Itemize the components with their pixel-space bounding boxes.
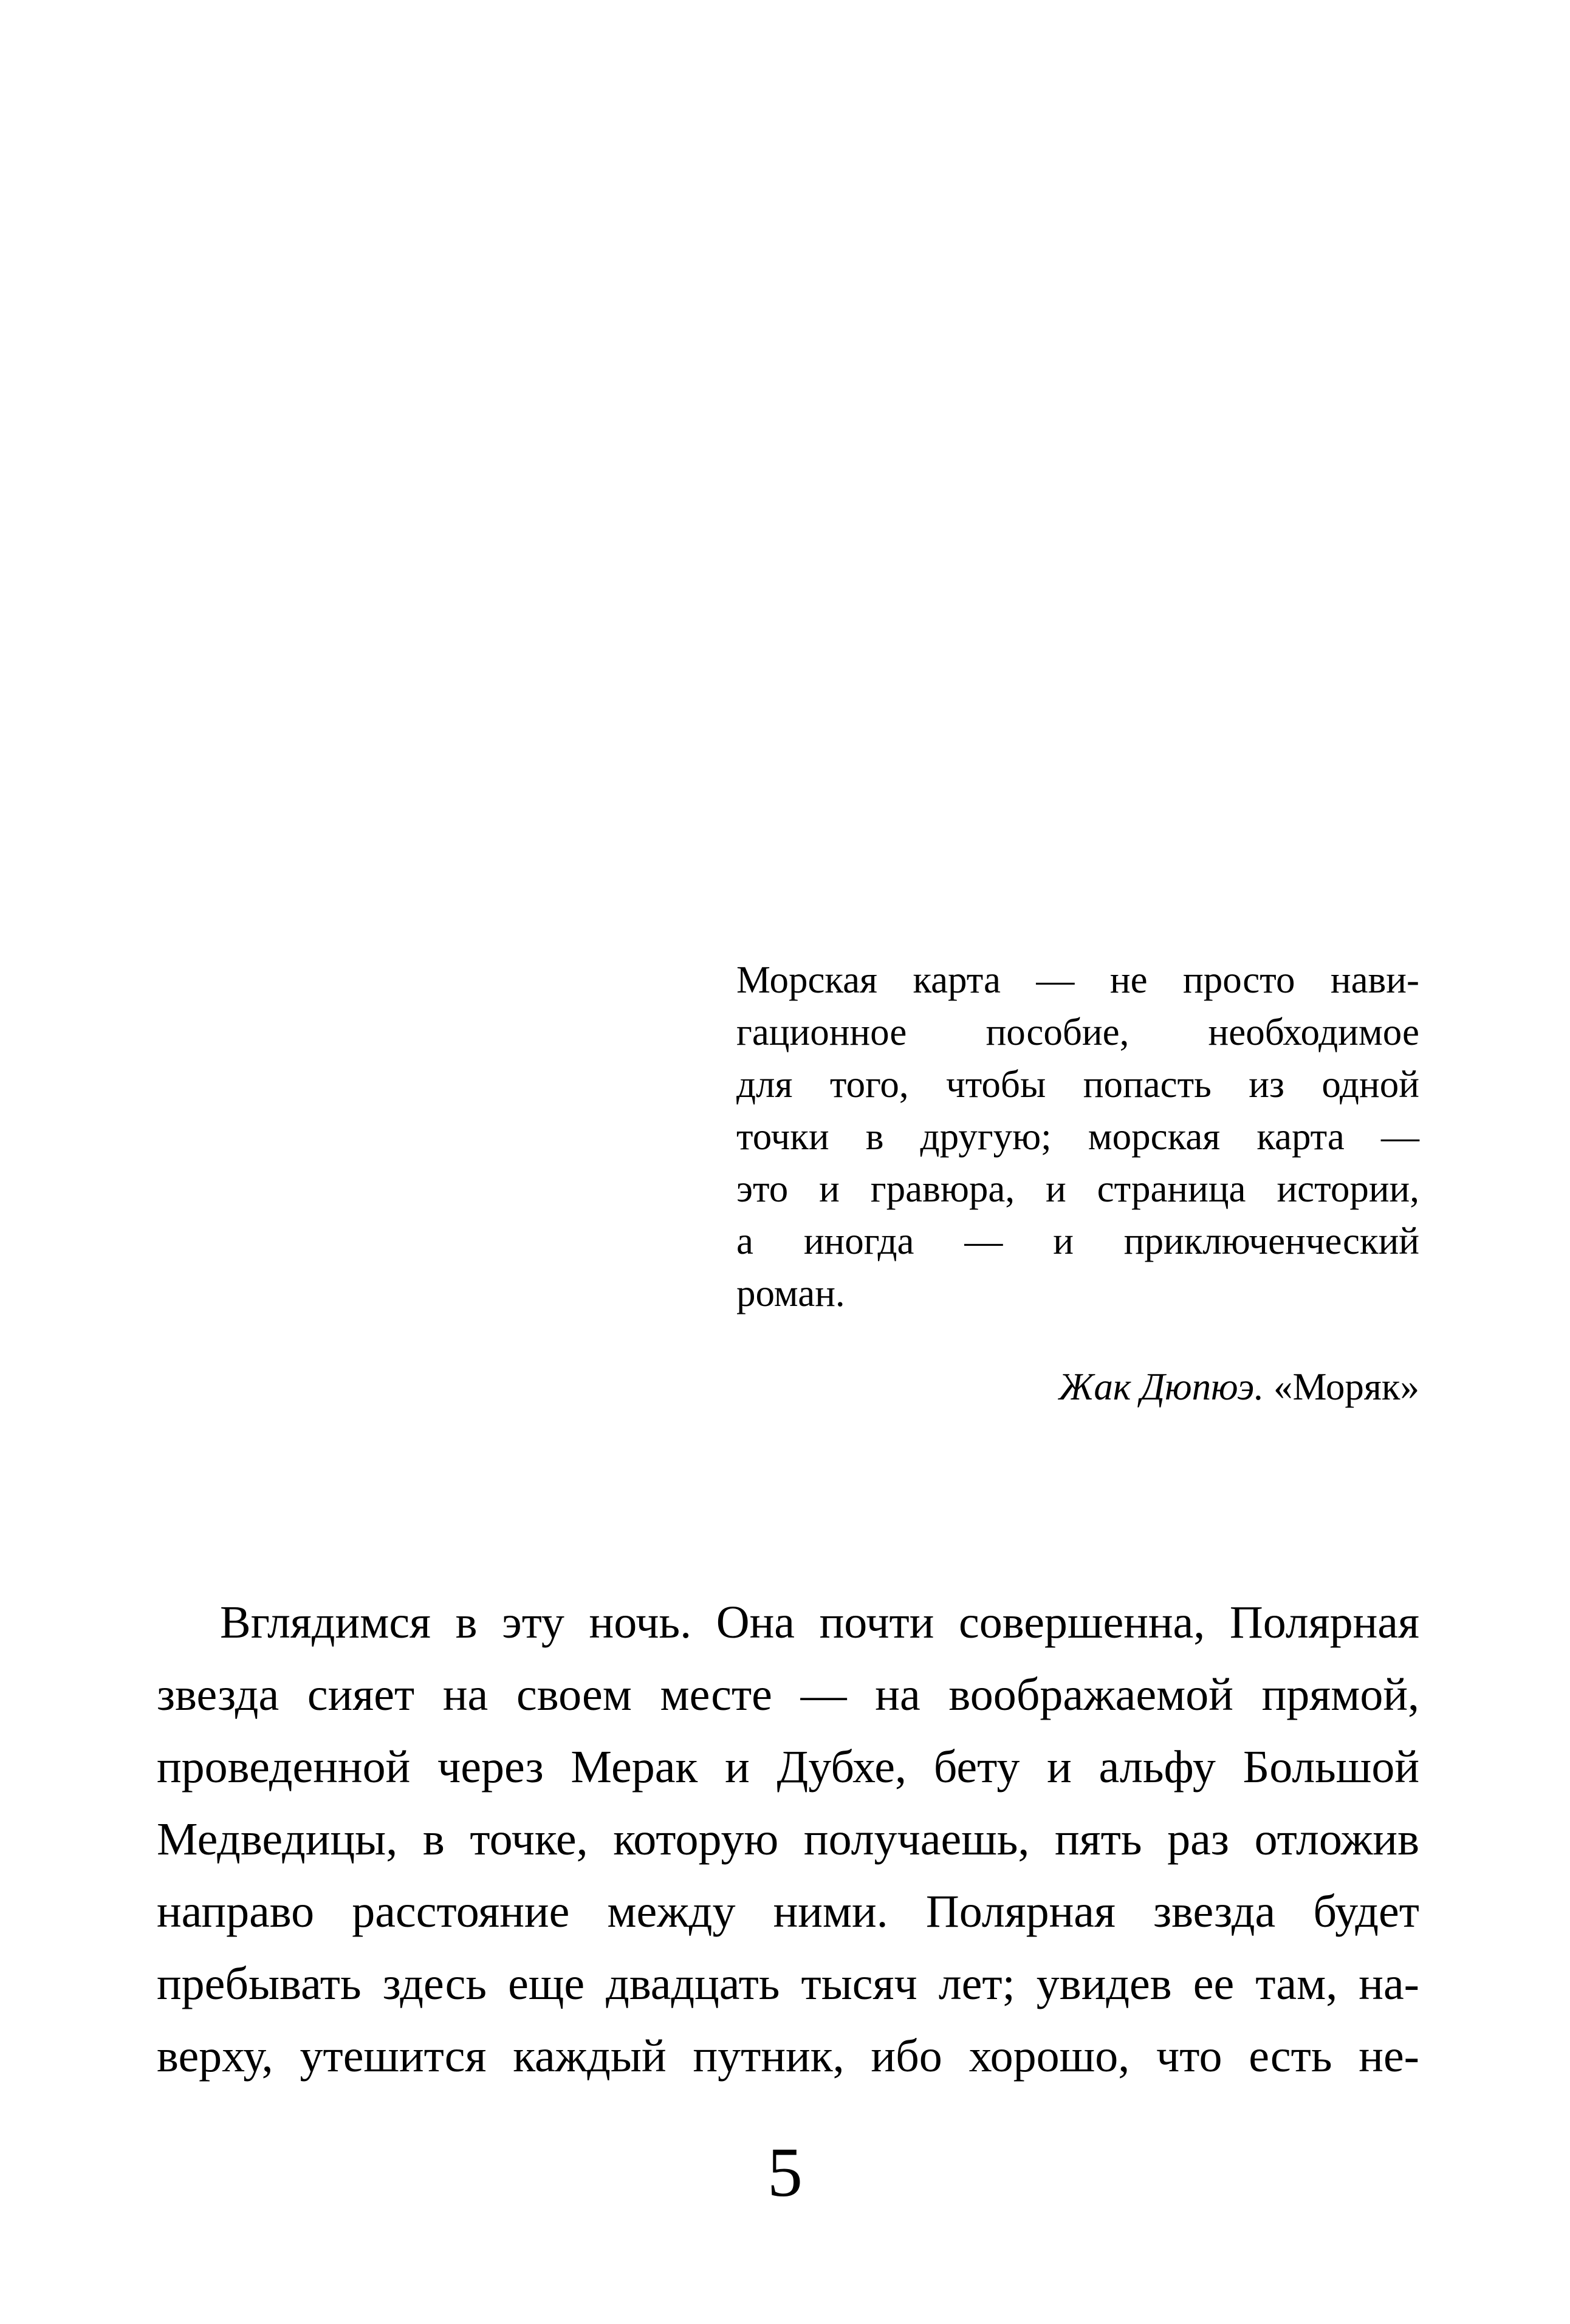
epigraph-line: это и гравюра, и страница истории, — [736, 1167, 1419, 1210]
body-line: верху, утешится каждый путник, ибо хорошо, что есть не- — [157, 2031, 1419, 2082]
epigraph-line: роман. — [736, 1272, 845, 1314]
body-line: Медведицы, в точке, которую получаешь, пять раз отложив — [157, 1814, 1419, 1865]
body-paragraph — [157, 1587, 1419, 2093]
epigraph — [736, 954, 1419, 1319]
epigraph-work: «Моряк» — [1273, 1365, 1419, 1408]
epigraph-line: для того, чтобы попасть из одной — [736, 1063, 1419, 1106]
page-number: 5 — [767, 2134, 803, 2212]
epigraph-line: а иногда — и приключенческий — [736, 1220, 1419, 1262]
epigraph-line: Морская карта — не просто нави- — [736, 959, 1419, 1001]
epigraph-line: гационное пособие, необходимое — [736, 1011, 1419, 1053]
body-line: звезда сияет на своем месте — на воображаемой прямой, — [157, 1669, 1419, 1720]
body-line: пребывать здесь еще двадцать тысяч лет; увидев ее там, на- — [157, 1958, 1419, 2009]
body-line: Вглядимся в эту ночь. Она почти совершенна, Полярная — [220, 1597, 1419, 1648]
body-line: направо расстояние между ними. Полярная звезда будет — [157, 1886, 1419, 1937]
body-line: проведенной через Мерак и Дубхе, бету и альфу Большой — [157, 1741, 1419, 1793]
epigraph-attribution — [1059, 1361, 1419, 1413]
epigraph-line: точки в другую; морская карта — — [736, 1115, 1419, 1158]
epigraph-author: Жак Дюпюэ. — [1058, 1365, 1264, 1408]
